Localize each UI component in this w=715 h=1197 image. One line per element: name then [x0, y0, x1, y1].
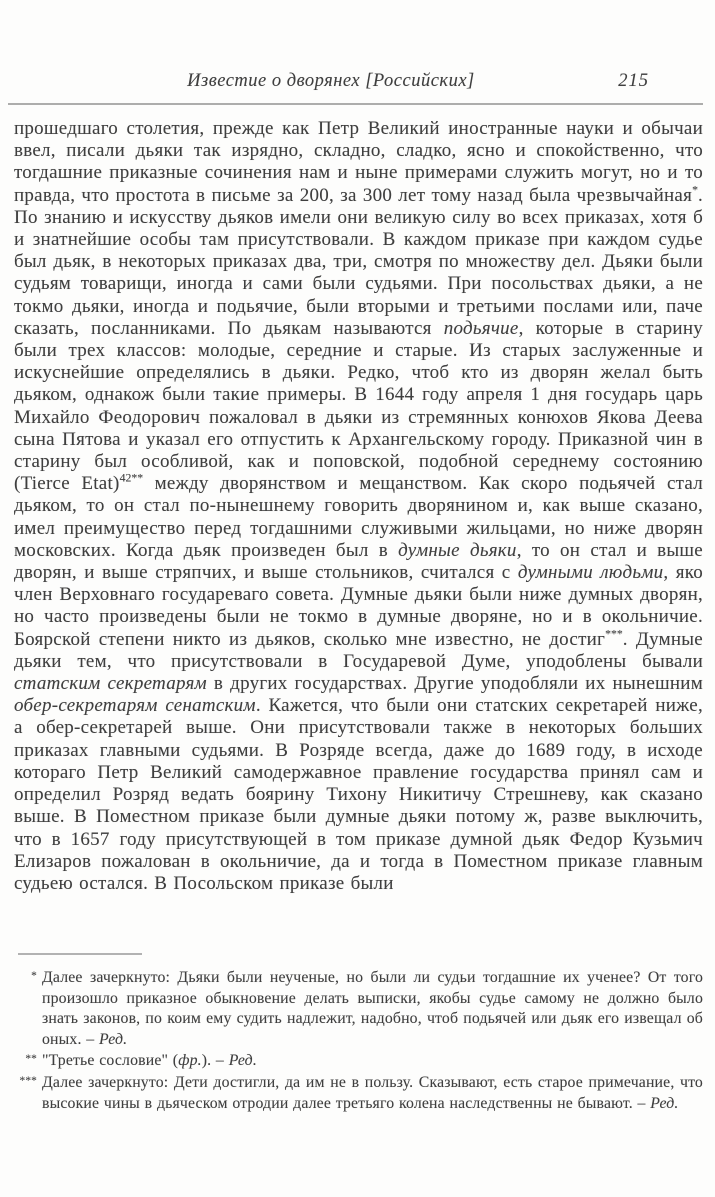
footnote: [31, 968, 703, 1050]
text-run: Далее зачеркнуто: Дети достигли, да им не в пользу. Сказывают, есть старое примечание, что высокие чины в дьяческом отродии далее третьяго колена наследственны не бывают. –: [42, 1073, 703, 1112]
text-run: , которые в старину были трех классов: молодые, середние и старые. Из старых заслуженные и искуснейшие определялись в дьяки. Редко, чтоб кто из дворян желал быть дьяком, однакож были такие примеры. В 1644 году апреля 1 дня государь царь Михайло Феодорович пожаловал в дьяки из стремянных конюхов Якова Деева сына Пятова и указал его отпустить к Архангельскому городу. Приказной чин в старину был особливой, как и поповской, подобной середнему состоянию (Tierce Etat): [14, 317, 703, 495]
text-run: "Третье сословие" (: [42, 1052, 179, 1070]
text-run: фр.: [178, 1052, 202, 1070]
text-run: Ред.: [650, 1094, 679, 1112]
body-paragraph: [14, 118, 703, 941]
text-run: подьячие: [443, 317, 519, 339]
text-run: обер-секретарям сенатским: [14, 695, 256, 717]
text-run: между дворянством и мещанством. Как скоро подьячей стал дьяком, то он стал по-нынешнему говорить дворянином и, как выше сказано, имел преимущество перед тогдашними служивыми жильцами, но ниже дворян московских. Когда дьяк произведен был в: [14, 473, 703, 561]
footnote: [19, 1073, 703, 1114]
text-run: Ред.: [99, 1030, 128, 1048]
footnote-marker: **: [25, 1053, 37, 1066]
footnote-separator-rule: [18, 953, 142, 955]
text-run: думные дьяки: [398, 539, 517, 561]
text-run: . Думные дьяки тем, что присутствовали в Государевой Думе, уподоблены бывали: [14, 628, 703, 672]
footnote-marker: *: [31, 970, 37, 982]
text-run: , яко член Верховнаго государеваго совета. Думные дьяки были ниже думных дворян, но часто произведены были не токмо в думные дворяне, но и в окольничие. Боярской степени никто из дьяков, сколько мне известно, не достиг: [14, 562, 703, 650]
text-run: статским секретарям: [14, 673, 207, 695]
text-run: , то он стал и выше дворян, и выше стряпчих, и выше стольников, считался с: [14, 539, 703, 584]
footnote: [25, 1051, 703, 1072]
text-run: думными людьми: [517, 562, 664, 584]
footnotes: [19, 968, 703, 1114]
text-run: ). –: [201, 1052, 229, 1070]
text-run: Ред.: [228, 1052, 257, 1070]
text-run: . По знанию и искусству дьяков имели они великую силу во всех приказах, хотя б и знатнейшие особы там присутствовали. В каждом приказе при каждом судье был дьяк, в некоторых приказах два, три, смотря по множеству дел. Дьяки были судьям товарищи, иногда и сами были судьями. При посольствах дьяки, а не токмо дьяки, иногда и подьячие, были вторыми и третьими послами или, паче сказать, посланниками. По дьякам называются: [14, 184, 703, 339]
text-run: в других государствах. Другие уподобляли их нынешним: [206, 673, 703, 695]
footnote-marker: ***: [19, 1074, 37, 1087]
text-run: . Кажется, что были они статских секретарей ниже, а обер-секретарей выше. Они присутствовали также в некоторых больших приказах главными судьями. В Розряде всегда, даже до 1689 году, в исходе котораго Петр Великий самодержавное правление государства принял сам и определил Розряд ведать боярину Тихону Никитичу Стрешневу, как сказано выше. В Поместном приказе были думные дьяки потому ж, разве выключить, что в 1657 году присутствующей в том приказе думной дьяк Федор Кузьмич Елизаров пожалован в окольничие, да и тогда в Поместном приказе главным судьею остался. В Посольском приказе были: [14, 695, 703, 894]
superscript-marker: 42**: [119, 471, 144, 485]
superscript-marker: *: [692, 183, 698, 197]
text-run: Далее зачеркнуто: Дьяки были неученые, но были ли судьи тогдашние их ученее? От того произошло приказное обыкновение делать выписки, якобы судье самому не должно было знать законов, по коим ему судить надлежит, надобно, чтоб подьячей или дьяк его извещал об оных. –: [42, 969, 703, 1048]
page-content: [0, 71, 715, 1114]
running-title: Известие о дворянех [Российских]: [187, 71, 475, 91]
page-header: [14, 71, 703, 95]
page-number: 215: [618, 71, 649, 91]
header-rule: [8, 103, 703, 105]
text-run: прошедшаго столетия, прежде как Петр Великий иностранные науки и обычаи ввел, писали дьяки так изрядно, складно, сладко, ясно и спокойственно, что тогдашние приказные сочинения нам и ныне примерами служить могут, но и то правда, что простота в письме за 200, за 300 лет тому назад была чрезвычайная: [14, 118, 703, 206]
superscript-marker: ***: [605, 627, 623, 641]
